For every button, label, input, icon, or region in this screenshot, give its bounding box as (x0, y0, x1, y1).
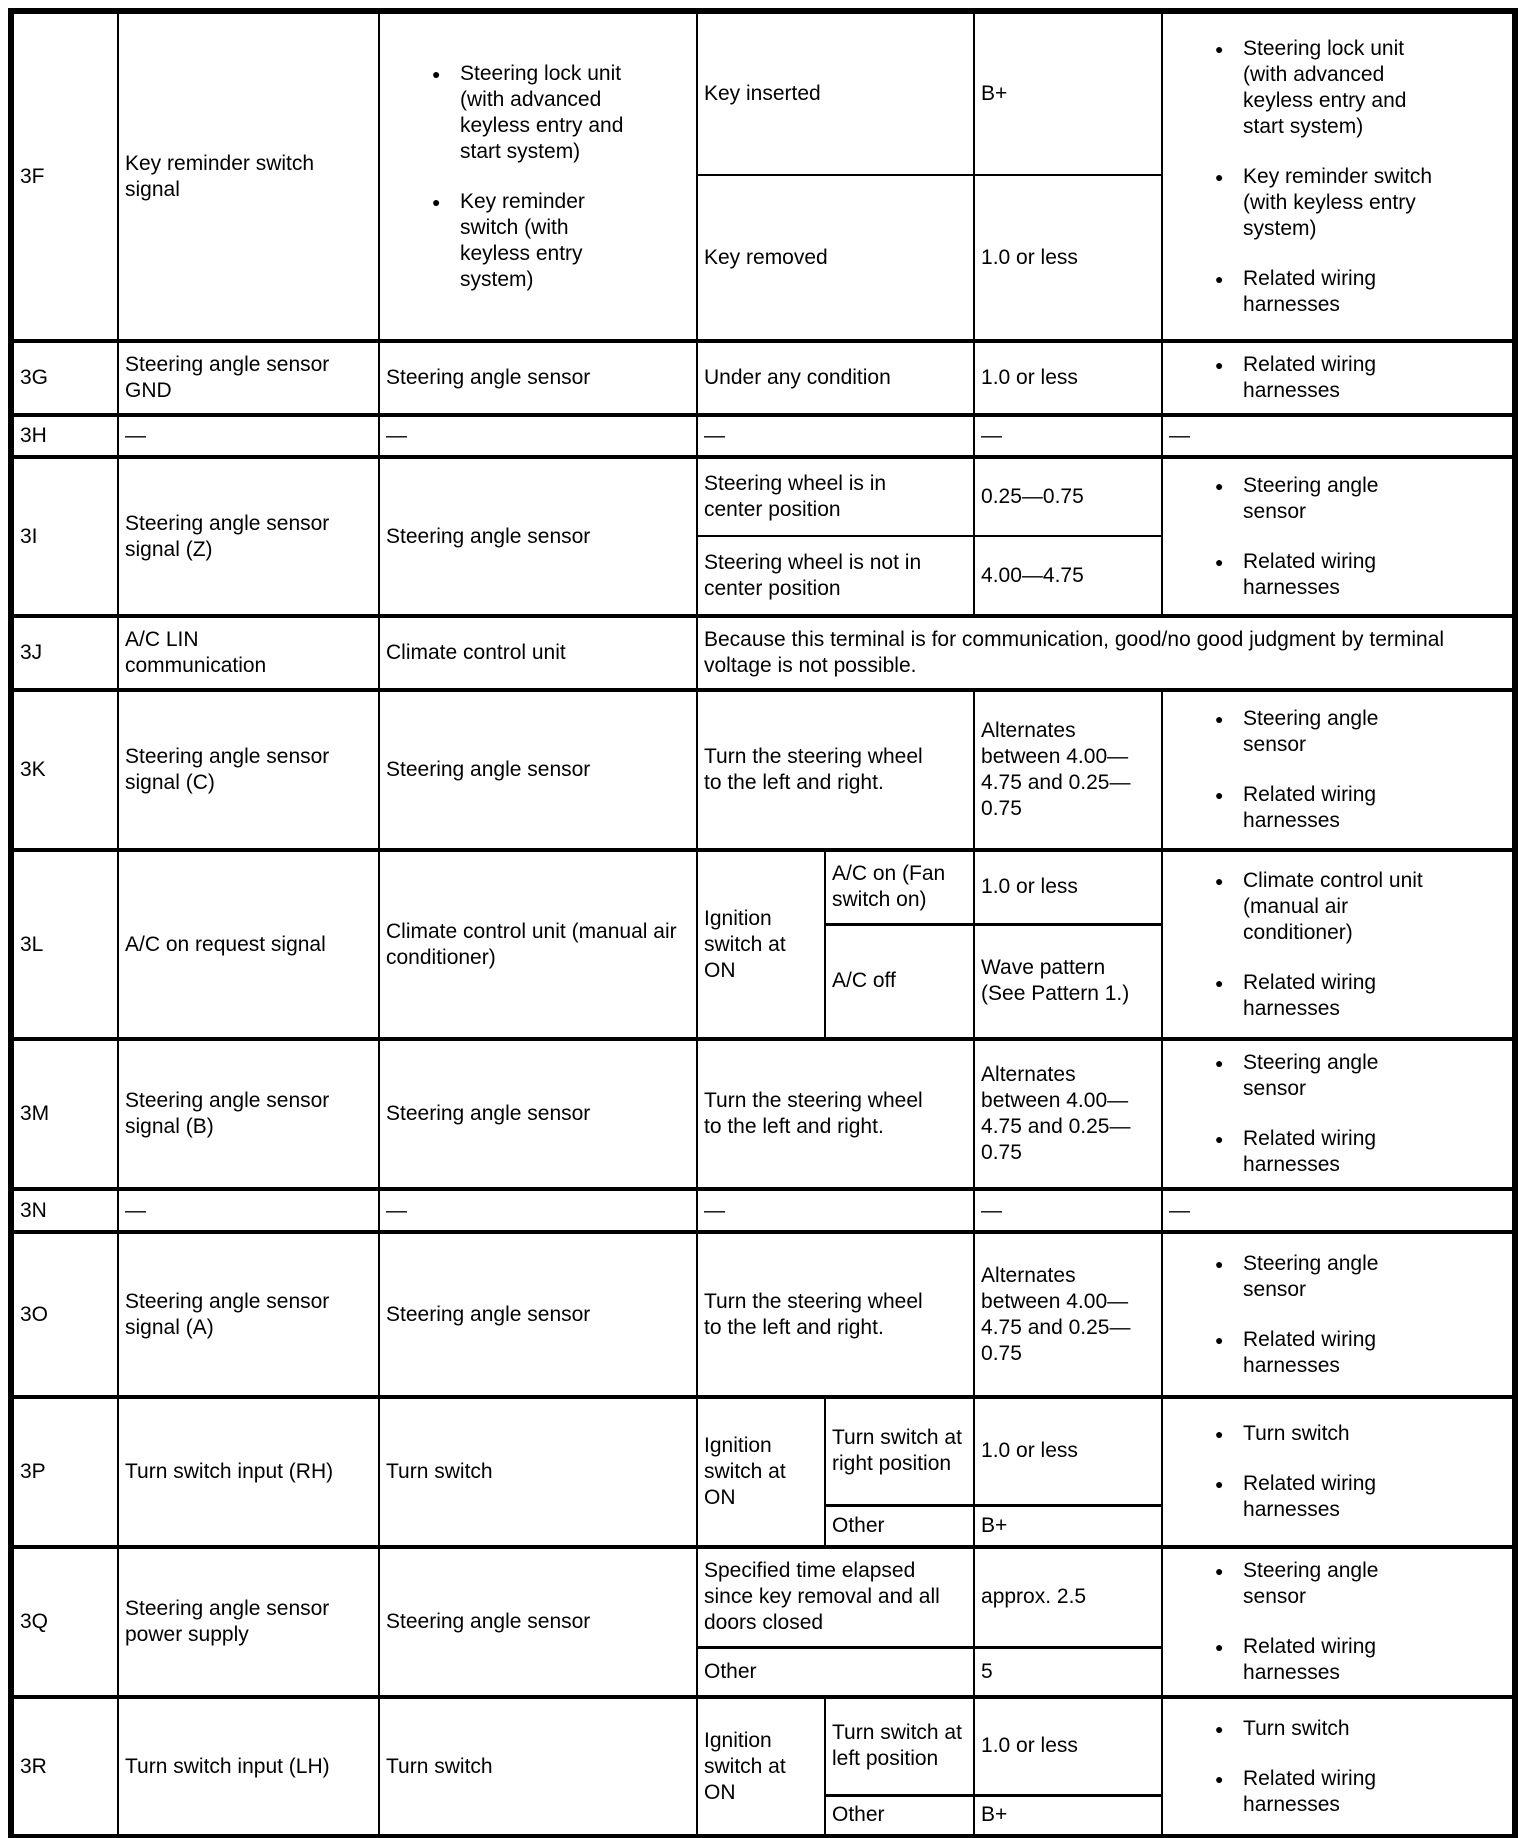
voltage-cell: B+ (974, 1795, 1162, 1837)
list-item-text: Related wiring harnesses (1243, 1766, 1377, 1816)
condition-cell: Key removed (697, 175, 974, 341)
list-item (386, 189, 688, 293)
inspection-list (1169, 1415, 1504, 1529)
inspection-cell-3k (1162, 690, 1515, 850)
signal-label: Key reminder switch signal (125, 151, 315, 201)
signal-label: Steering angle sensor signal (B) (125, 1089, 330, 1138)
voltage-cell: 1.0 or less (974, 1397, 1162, 1505)
connected-cell-3n: — (379, 1189, 697, 1232)
bullet-icon (1215, 1126, 1243, 1152)
inspection-list (1169, 700, 1504, 840)
sub-condition-cell: Turn switch at right position (825, 1397, 974, 1505)
bullet-icon (1215, 549, 1243, 575)
signal-cell-3l (118, 850, 379, 1039)
table-row (11, 1547, 1515, 1647)
list-item (1169, 164, 1504, 242)
signal-label: Steering angle sensor GND (125, 353, 330, 402)
signal-cell-3n: — (118, 1189, 379, 1232)
list-item-text: Steering angle sensor (1243, 1051, 1379, 1100)
sub-condition-cell: A/C on (Fan switch on) (825, 850, 974, 924)
list-item (1169, 352, 1504, 404)
connected-cell-3f (379, 11, 697, 341)
inspection-list (1169, 1245, 1504, 1385)
list-item-text: Related wiring harnesses (1243, 1472, 1377, 1521)
list-item-text: Steering lock unit (with advanced keyless entry and start system) (460, 61, 624, 163)
table-row (11, 1697, 1515, 1795)
list-item (1169, 1251, 1504, 1303)
list-item (1169, 1126, 1504, 1178)
list-item (1169, 1634, 1504, 1686)
inspection-list (1169, 346, 1504, 410)
list-item (1169, 473, 1504, 525)
inspection-cell-3h: — (1162, 415, 1515, 457)
signal-label: Turn switch input (LH) (125, 1754, 330, 1778)
condition-cell: Specified time elapsed since key removal and all doors closed (697, 1547, 974, 1647)
voltage-cell: 4.00—4.75 (974, 536, 1162, 616)
list-item (1169, 1766, 1504, 1818)
signal-cell-3m (118, 1039, 379, 1189)
table-row (11, 457, 1515, 536)
voltage-cell: — (974, 1189, 1162, 1232)
table-row (11, 11, 1515, 175)
sub-condition-cell: Other (825, 1505, 974, 1547)
inspection-cell-3p (1162, 1397, 1515, 1547)
list-item-text: Steering angle sensor (1243, 1251, 1379, 1301)
connected-cell-3l: Climate control unit (manual air conditioner) (379, 850, 697, 1039)
terminal-cell-3r: 3R (11, 1697, 118, 1837)
condition-cell: — (697, 415, 974, 457)
list-item (1169, 706, 1504, 758)
bullet-icon (1215, 473, 1243, 499)
list-item-text: Related wiring harnesses (1243, 266, 1377, 316)
list-item-text: Related wiring harnesses (1243, 1327, 1377, 1377)
connected-cell-3p: Turn switch (379, 1397, 697, 1547)
condition-group-cell: Ignition switch at ON (697, 1397, 825, 1547)
table-row (11, 1039, 1515, 1189)
list-item-text: Key reminder switch (with keyless entry system) (1243, 164, 1433, 240)
list-item (1169, 1327, 1504, 1379)
signal-cell-3g (118, 341, 379, 415)
table-row (11, 1189, 1515, 1232)
condition-cell: Other (697, 1647, 974, 1697)
terminal-cell-3o: 3O (11, 1232, 118, 1397)
list-item (1169, 868, 1504, 946)
inspection-cell-3l (1162, 850, 1515, 1039)
connected-cell-3i: Steering angle sensor (379, 457, 697, 616)
bullet-icon (1215, 1050, 1243, 1076)
voltage-cell: Wave pattern (See Pattern 1.) (974, 924, 1162, 1039)
inspection-list (1169, 30, 1504, 324)
inspection-cell-3o (1162, 1232, 1515, 1397)
condition-group-cell: Ignition switch at ON (697, 850, 825, 1039)
bullet-icon (1215, 1251, 1243, 1277)
bullet-icon (1215, 1716, 1243, 1742)
signal-label: Turn switch input (RH) (125, 1460, 334, 1483)
list-item (1169, 1558, 1504, 1610)
table-row (11, 1397, 1515, 1505)
list-item-text: Related wiring harnesses (1243, 1127, 1377, 1176)
list-item (1169, 36, 1504, 140)
bullet-icon (1215, 706, 1243, 732)
terminal-cell-3m: 3M (11, 1039, 118, 1189)
voltage-cell: approx. 2.5 (974, 1547, 1162, 1647)
inspection-list (1169, 467, 1504, 607)
terminal-cell-3q: 3Q (11, 1547, 118, 1697)
list-item (1169, 970, 1504, 1022)
list-item-text: Related wiring harnesses (1243, 353, 1377, 402)
voltage-cell: Alternates between 4.00—4.75 and 0.25—0.75 (974, 1039, 1162, 1189)
list-item (1169, 1050, 1504, 1102)
list-item (1169, 782, 1504, 834)
bullet-icon (1215, 1634, 1243, 1660)
inspection-list (1169, 1044, 1504, 1184)
terminal-cell-3k: 3K (11, 690, 118, 850)
list-item (1169, 1716, 1504, 1742)
terminal-cell-3g: 3G (11, 341, 118, 415)
bullet-icon (1215, 1766, 1243, 1792)
signal-cell-3k (118, 690, 379, 850)
list-item-text: Key reminder switch (with keyless entry system) (460, 189, 585, 291)
list-item-text: Steering angle sensor (1243, 1559, 1379, 1608)
connected-cell-3g: Steering angle sensor (379, 341, 697, 415)
signal-cell-3r (118, 1697, 379, 1837)
list-item (386, 61, 688, 165)
voltage-cell: B+ (974, 11, 1162, 175)
table-row (11, 850, 1515, 924)
list-item-text: Turn switch (1243, 1716, 1350, 1740)
terminal-cell-3j: 3J (11, 616, 118, 690)
terminal-cell-3p: 3P (11, 1397, 118, 1547)
connected-cell-3r: Turn switch (379, 1697, 697, 1837)
connected-list (386, 55, 688, 299)
inspection-cell-3i (1162, 457, 1515, 616)
connected-cell-3m: Steering angle sensor (379, 1039, 697, 1189)
inspection-cell-3r (1162, 1697, 1515, 1837)
list-item-text: Turn switch (1243, 1422, 1350, 1445)
condition-cell: Key inserted (697, 11, 974, 175)
table-row (11, 690, 1515, 850)
list-item-text: Related wiring harnesses (1243, 783, 1377, 832)
condition-cell: — (697, 1189, 974, 1232)
signal-cell-3j (118, 616, 379, 690)
condition-cell: Steering wheel is not in center position (697, 536, 974, 616)
condition-cell: Turn the steering wheel to the left and right. (697, 1039, 974, 1189)
voltage-cell: — (974, 415, 1162, 457)
bullet-icon (1215, 1558, 1243, 1584)
terminal-cell-3i: 3I (11, 457, 118, 616)
voltage-cell: 1.0 or less (974, 850, 1162, 924)
bullet-icon (1215, 164, 1243, 190)
signal-cell-3q (118, 1547, 379, 1697)
condition-cell: Turn the steering wheel to the left and right. (697, 690, 974, 850)
inspection-cell-3m (1162, 1039, 1515, 1189)
signal-label: Steering angle sensor power supply (125, 1597, 330, 1646)
voltage-cell: Alternates between 4.00—4.75 and 0.25—0.75 (974, 1232, 1162, 1397)
connected-cell-3j: Climate control unit (379, 616, 697, 690)
signal-label: A/C on request signal (125, 932, 326, 956)
bullet-icon (1215, 1471, 1243, 1497)
list-item (1169, 266, 1504, 318)
bullet-icon (1215, 352, 1243, 378)
sub-condition-cell: Other (825, 1795, 974, 1837)
sub-condition-cell: Turn switch at left position (825, 1697, 974, 1795)
bullet-icon (1215, 782, 1243, 808)
connected-cell-3q: Steering angle sensor (379, 1547, 697, 1697)
condition-group-cell: Ignition switch at ON (697, 1697, 825, 1837)
signal-label: A/C LIN communication (125, 628, 267, 677)
list-item-text: Related wiring harnesses (1243, 970, 1377, 1020)
condition-cell: Turn the steering wheel to the left and right. (697, 1232, 974, 1397)
terminal-voltage-table (8, 8, 1518, 1838)
terminal-cell-3h: 3H (11, 415, 118, 457)
voltage-cell: 1.0 or less (974, 175, 1162, 341)
list-item-text: Climate control unit (manual air conditioner) (1243, 868, 1423, 944)
condition-cell: Steering wheel is in center position (697, 457, 974, 536)
voltage-cell: 1.0 or less (974, 1697, 1162, 1795)
list-item-text: Steering angle sensor (1243, 707, 1379, 756)
signal-label: Steering angle sensor signal (Z) (125, 511, 330, 561)
table-row (11, 341, 1515, 415)
bullet-icon (1215, 868, 1243, 894)
bullet-icon (1215, 970, 1243, 996)
terminal-cell-3f: 3F (11, 11, 118, 341)
inspection-list (1169, 1710, 1504, 1824)
voltage-cell: B+ (974, 1505, 1162, 1547)
voltage-cell: 5 (974, 1647, 1162, 1697)
voltage-cell: 1.0 or less (974, 341, 1162, 415)
communication-note-cell: Because this terminal is for communication, good/no good judgment by terminal voltage is not possible. (697, 616, 1515, 690)
list-item-text: Steering angle sensor (1243, 473, 1379, 523)
terminal-cell-3l: 3L (11, 850, 118, 1039)
table-row (11, 415, 1515, 457)
list-item-text: Related wiring harnesses (1243, 1635, 1377, 1684)
signal-label: Steering angle sensor signal (A) (125, 1289, 330, 1339)
signal-cell-3f (118, 11, 379, 341)
sub-condition-cell: A/C off (825, 924, 974, 1039)
signal-cell-3h: — (118, 415, 379, 457)
bullet-icon (1215, 1421, 1243, 1447)
bullet-icon (432, 61, 460, 87)
list-item (1169, 549, 1504, 601)
signal-cell-3p (118, 1397, 379, 1547)
signal-cell-3i (118, 457, 379, 616)
inspection-list (1169, 862, 1504, 1028)
condition-cell: Under any condition (697, 341, 974, 415)
list-item-text: Steering lock unit (with advanced keyless entry and start system) (1243, 36, 1407, 138)
connected-cell-3h: — (379, 415, 697, 457)
signal-label: Steering angle sensor signal (C) (125, 745, 330, 794)
bullet-icon (1215, 266, 1243, 292)
list-item-text: Related wiring harnesses (1243, 549, 1377, 599)
bullet-icon (432, 189, 460, 215)
table-row (11, 1232, 1515, 1397)
list-item (1169, 1421, 1504, 1447)
connected-cell-3o: Steering angle sensor (379, 1232, 697, 1397)
bullet-icon (1215, 36, 1243, 62)
inspection-list (1169, 1552, 1504, 1692)
voltage-cell: 0.25—0.75 (974, 457, 1162, 536)
terminal-cell-3n: 3N (11, 1189, 118, 1232)
inspection-cell-3f (1162, 11, 1515, 341)
voltage-cell: Alternates between 4.00—4.75 and 0.25—0.75 (974, 690, 1162, 850)
inspection-cell-3n: — (1162, 1189, 1515, 1232)
table-row (11, 616, 1515, 690)
inspection-cell-3q (1162, 1547, 1515, 1697)
signal-cell-3o (118, 1232, 379, 1397)
list-item (1169, 1471, 1504, 1523)
bullet-icon (1215, 1327, 1243, 1353)
inspection-cell-3g (1162, 341, 1515, 415)
connected-cell-3k: Steering angle sensor (379, 690, 697, 850)
